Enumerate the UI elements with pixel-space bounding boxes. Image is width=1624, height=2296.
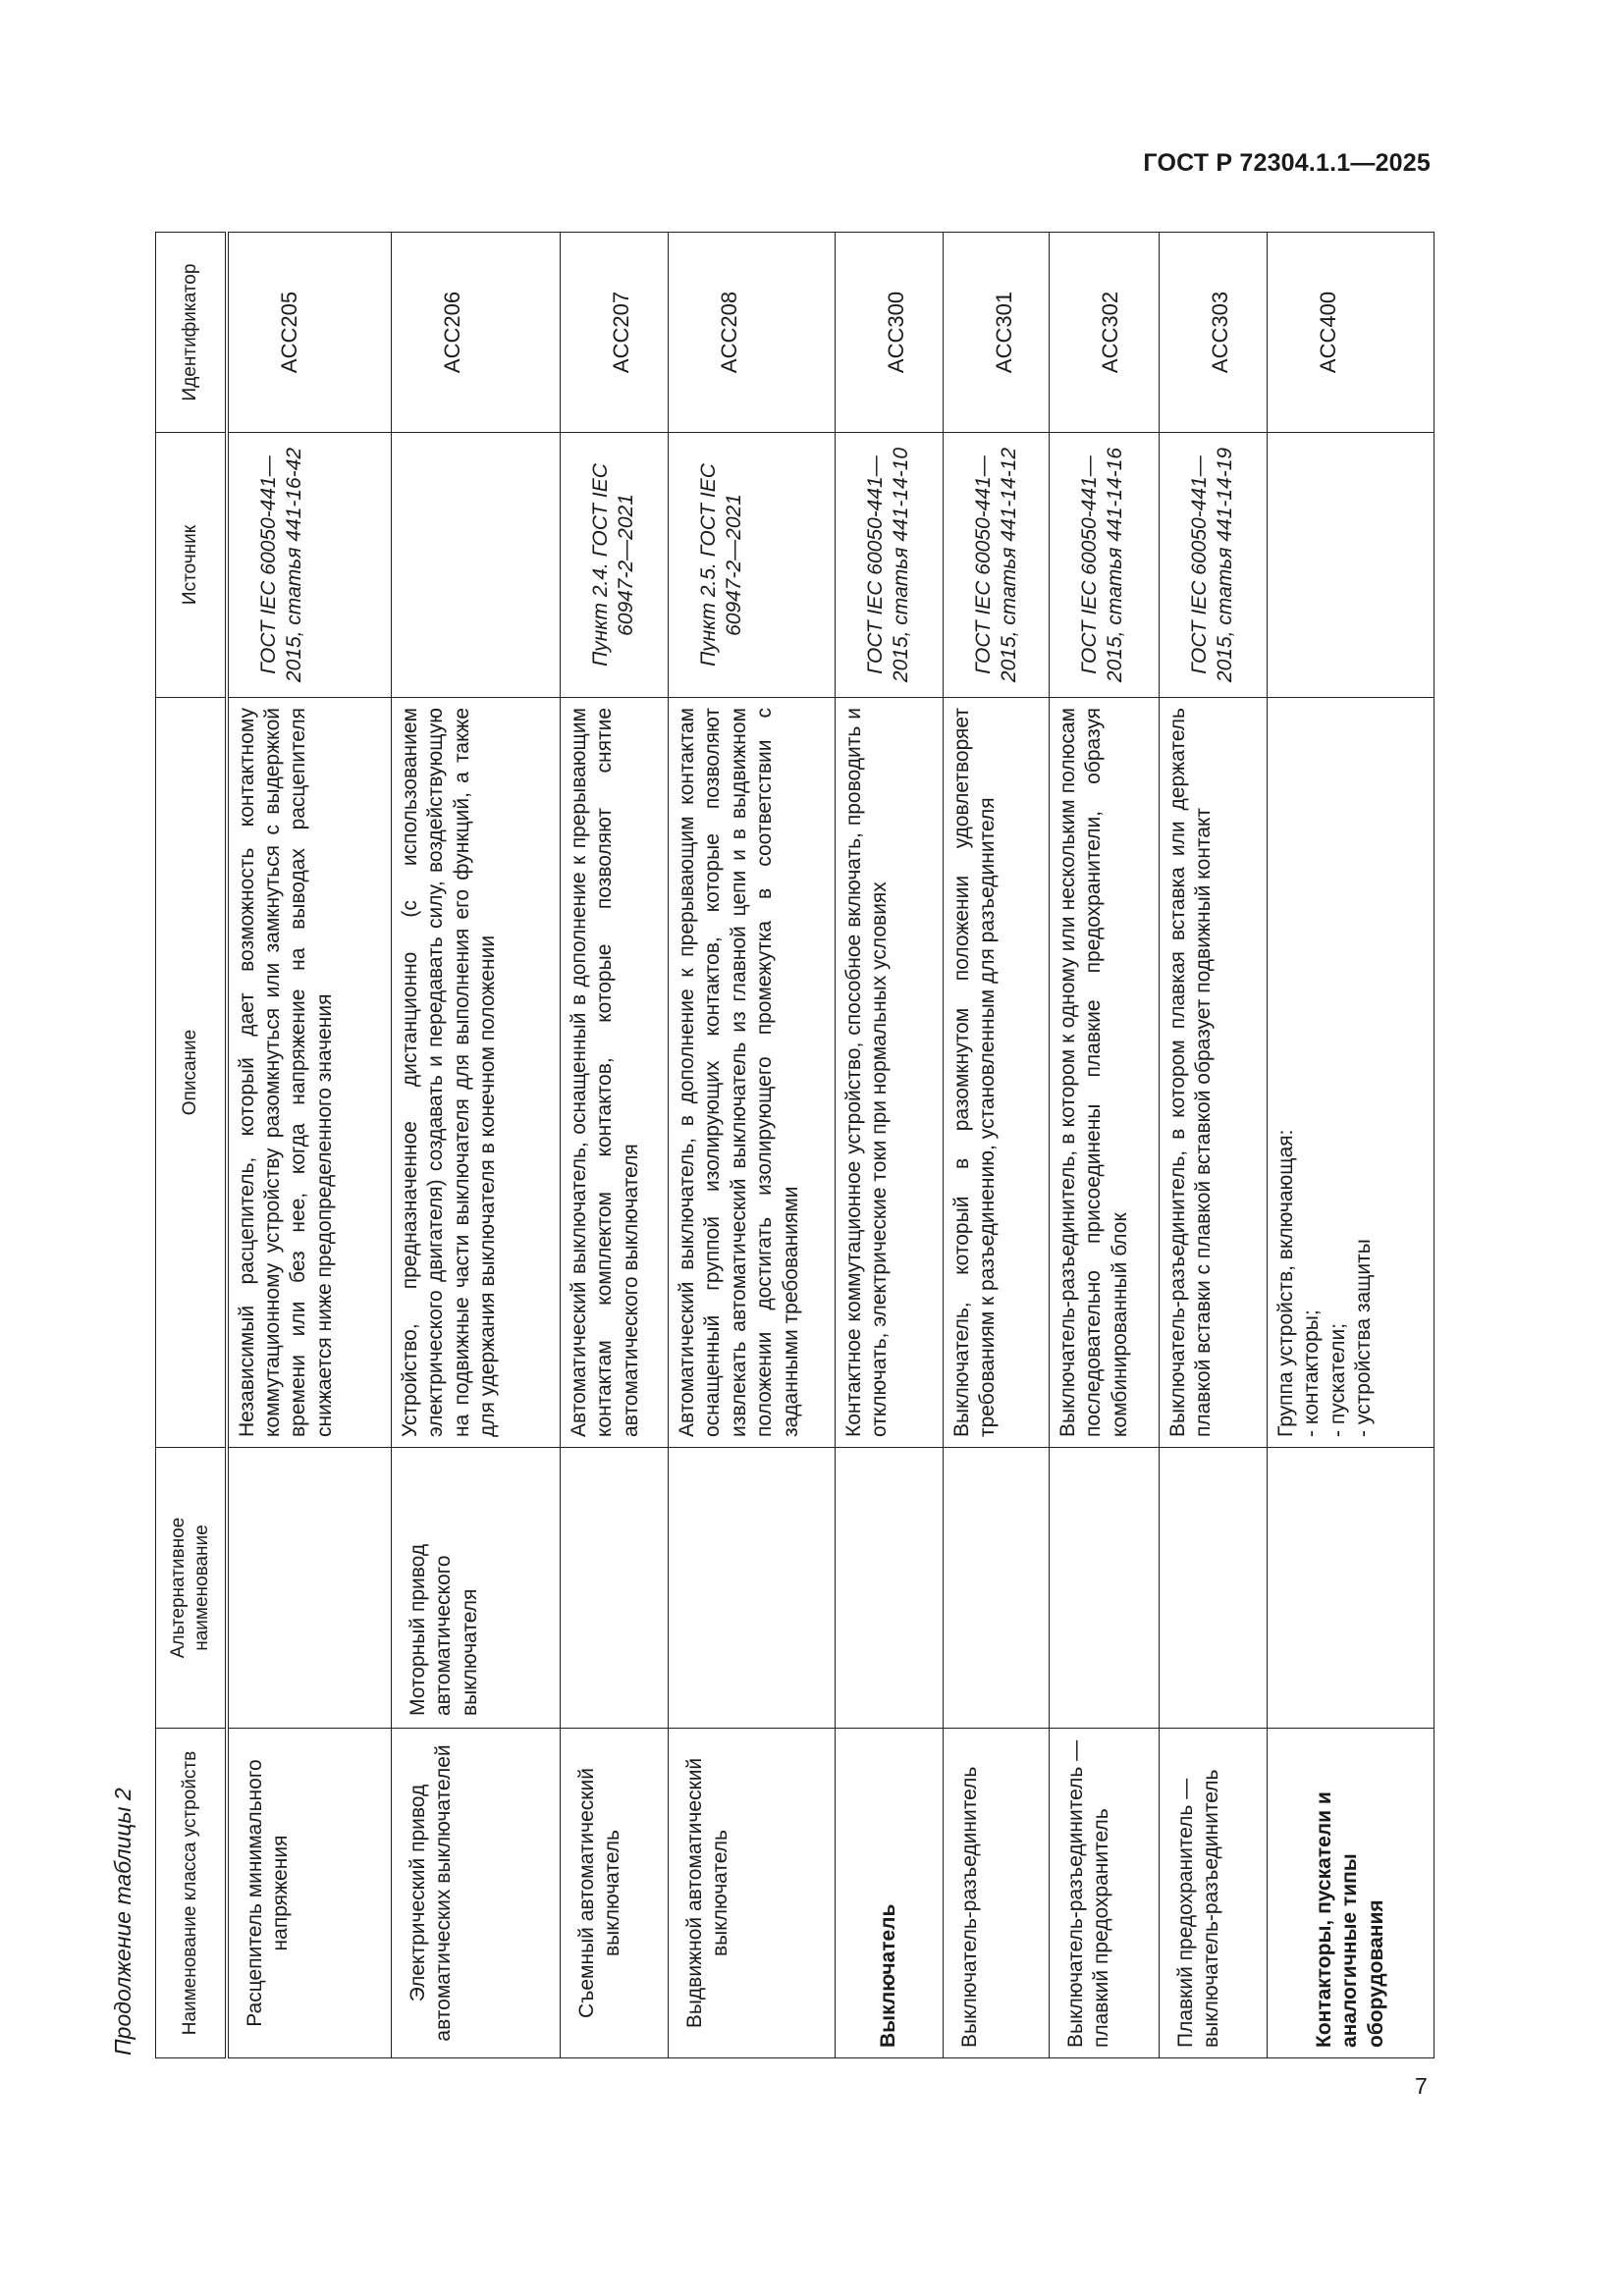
- table-row: [669, 233, 836, 2058]
- cell-alt-name: [561, 1448, 669, 1729]
- cell-alt-name: [1050, 1448, 1160, 1729]
- cell-source: Пункт 2.4. ГОСТ IEC 60947-2—2021: [561, 433, 669, 698]
- cell-identifier: ACC205: [227, 233, 392, 433]
- cell-source: ГОСТ IEC 60050-441—2015, статья 441-14-12: [944, 433, 1050, 698]
- cell-description: Выключатель, который в разомкнутом положении удовлетворяет требованиям к разъединению, установленным для разъединителя: [944, 698, 1050, 1448]
- table-row: [944, 233, 1050, 2058]
- table-header-row: [156, 233, 227, 2058]
- description-intro: Группа устройств, включающая:: [1274, 1129, 1297, 1437]
- cell-description: Выключатель-разъединитель, в котором к одному или нескольким полюсам последовательно присоединены плавкие предохранители, образуя комбинированный блок: [1050, 698, 1160, 1448]
- cell-description: Автоматический выключатель, в дополнение к прерывающим контактам оснащенный группой изолирующих контактов, которые позволяют извлекать автоматический выключатель из главной цепи и в выдвижном положении достигать изолирующего промежутка в соответствии с заданными требованиями: [669, 698, 836, 1448]
- cell-identifier: ACC303: [1160, 233, 1268, 433]
- col-header-alt-name: Альтернативное наименование: [156, 1448, 227, 1729]
- cell-name: Плавкий предохранитель — выключатель-разъединитель: [1160, 1729, 1268, 2058]
- cell-description: Выключатель-разъединитель, в котором плавкая вставка или держатель плавкой вставки с плавкой вставкой образует подвижный контакт: [1160, 698, 1268, 1448]
- cell-alt-name: Моторный привод автоматического выключателя: [392, 1448, 561, 1729]
- table-row: [836, 233, 944, 2058]
- description-list-item: - контакторы;: [1300, 1309, 1324, 1437]
- cell-source: Пункт 2.5. ГОСТ IEC 60947-2—2021: [669, 433, 836, 698]
- cell-identifier: ACC301: [944, 233, 1050, 433]
- cell-source: ГОСТ IEC 60050-441—2015, статья 441-14-19: [1160, 433, 1268, 698]
- cell-identifier: ACC207: [561, 233, 669, 433]
- cell-identifier: ACC208: [669, 233, 836, 433]
- device-class-table: [155, 232, 1435, 2058]
- cell-description: Устройство, предназначенное дистанционно (с использованием электрического двигателя) создавать и передавать силу, воздействующую на подвижные части выключателя для выполнения его функций, а также для удержания выключателя в конечном положении: [392, 698, 561, 1448]
- cell-name: Выключатель-разъединитель — плавкий предохранитель: [1050, 1729, 1160, 2058]
- col-header-source: Источник: [156, 433, 227, 698]
- cell-name: Электрический привод автоматических выключателей: [392, 1729, 561, 2058]
- cell-identifier: ACC302: [1050, 233, 1160, 433]
- cell-description: Автоматический выключатель, оснащенный в дополнение к прерывающим контактам комплектом контактов, которые позволяют снятие автоматического выключателя: [561, 698, 669, 1448]
- page-number: 7: [1415, 2073, 1428, 2099]
- cell-alt-name: [669, 1448, 836, 1729]
- description-list-item: - устройства защиты: [1352, 1239, 1376, 1437]
- cell-source: ГОСТ IEC 60050-441—2015, статья 441-14-10: [836, 433, 944, 698]
- cell-name: Выключатель-разъединитель: [944, 1729, 1050, 2058]
- cell-alt-name: [227, 1448, 392, 1729]
- table-row: [392, 233, 561, 2058]
- cell-alt-name: [944, 1448, 1050, 1729]
- cell-alt-name: [1160, 1448, 1268, 1729]
- table-row: [1050, 233, 1160, 2058]
- table-row: [1160, 233, 1268, 2058]
- col-header-description: Описание: [156, 698, 227, 1448]
- cell-name: Выдвижной автоматический выключатель: [669, 1729, 836, 2058]
- col-header-name: Наименование класса устройств: [156, 1729, 227, 2058]
- document-id: ГОСТ Р 72304.1.1—2025: [1143, 149, 1431, 177]
- cell-alt-name: [1268, 1448, 1435, 1729]
- cell-source: [1268, 433, 1435, 698]
- cell-source: [392, 433, 561, 698]
- cell-identifier: ACC400: [1268, 233, 1435, 433]
- cell-name: Контакторы, пускатели и аналогичные типы оборудования: [1268, 1729, 1435, 2058]
- table-row: [1268, 233, 1435, 2058]
- table-row: [227, 233, 392, 2058]
- cell-description: [1268, 698, 1435, 1448]
- cell-name: Съемный автоматический выключатель: [561, 1729, 669, 2058]
- cell-description: Контактное коммутационное устройство, способное включать, проводить и отключать, электрические токи при нормальных условиях: [836, 698, 944, 1448]
- cell-name: Выключатель: [836, 1729, 944, 2058]
- table-caption: Продолжение таблицы 2: [110, 1788, 135, 2056]
- cell-identifier: ACC206: [392, 233, 561, 433]
- cell-alt-name: [836, 1448, 944, 1729]
- col-header-identifier: Идентификатор: [156, 233, 227, 433]
- table-row: [561, 233, 669, 2058]
- cell-description: Независимый расцепитель, который дает возможность контактному коммутационному устройству разомкнуться или замкнуться с выдержкой времени или без нее, когда напряжение на выводах расцепителя снижается ниже предопределенного значения: [227, 698, 392, 1448]
- cell-identifier: ACC300: [836, 233, 944, 433]
- cell-source: ГОСТ IEC 60050-441—2015, статья 441-14-16: [1050, 433, 1160, 698]
- description-list-item: - пускатели;: [1326, 1322, 1349, 1437]
- cell-name: Расцепитель минимального напряжения: [227, 1729, 392, 2058]
- table-rotated-container: [155, 233, 1434, 2058]
- cell-source: ГОСТ IEC 60050-441—2015, статья 441-16-42: [227, 433, 392, 698]
